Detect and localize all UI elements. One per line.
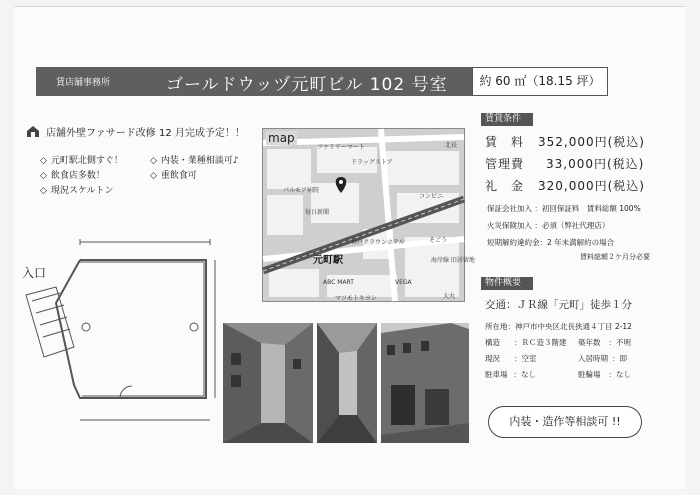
map-place: VEGA (395, 279, 412, 286)
address-row: 所在地：神戸市中央区北長狭通４丁目 2-12 (485, 322, 632, 331)
feature-item: ◇ 重飲食可 (150, 171, 197, 181)
structure-row: 構造 ：ＲＣ造３階建 (485, 338, 567, 347)
map-place: 大丸 (443, 293, 456, 300)
street-photo (223, 323, 313, 443)
building-photo (381, 323, 469, 443)
map-place: ドラッグストア (351, 159, 393, 166)
conditions-heading: 賃貸条件 (481, 113, 533, 126)
feature-item: ◇ 飲食店多数！ (40, 171, 105, 181)
callout-bubble: 内装・造作等相談可 !! (488, 406, 642, 438)
street-photo (317, 323, 377, 443)
overview-heading: 物件概要 (481, 277, 533, 290)
bike-parking-row: 駐輪場 ：なし (578, 370, 631, 379)
property-category: 賃店舗事務所 (56, 78, 111, 88)
built-year-row: 築年数 ：不明 (578, 338, 631, 347)
floor-plan (16, 235, 212, 430)
map-place: そごう (429, 237, 448, 244)
key-money-row: 礼 金 320,000円(税込) (485, 179, 645, 193)
parking-row: 駐車場 ：なし (485, 370, 536, 379)
shop-icon (26, 125, 40, 141)
floor-area: 約 60 ㎡（18.15 坪） (472, 67, 608, 96)
map-place: 毎日新聞 (305, 209, 330, 216)
map-place: ABC MART (323, 279, 354, 286)
status-row: 現況 ：空室 (485, 354, 537, 363)
move-in-row: 入居時期 ：即 (578, 354, 627, 363)
map-place: ファミリーマート (317, 144, 365, 151)
condition-note: 短期解約違約金：2 年未満解約の場合 (487, 238, 615, 247)
title-bar (36, 67, 472, 96)
feature-item: ◇ 現況スケルトン (40, 186, 114, 196)
location-map (262, 128, 475, 302)
rent-row: 賃 料 352,000円(税込) (485, 135, 645, 149)
map-place: マツモトキヨシ (335, 295, 377, 302)
notice-text: 店舗外壁ファサード改修 12 月完成予定！！ (46, 128, 245, 139)
management-fee-row: 管理費 33,000円(税込) (485, 157, 645, 171)
map-place: コンビニ (419, 193, 444, 200)
map-place: パルモア病院 (283, 187, 320, 194)
property-title: ゴールドウッヅ元町ビル 102 号室 (166, 75, 448, 95)
renovation-notice (26, 124, 245, 141)
condition-footnote: 賃料総額２ケ月分必要 (580, 253, 650, 261)
station-label: 元町駅 (313, 255, 343, 266)
access-info: 交通：ＪＲ線「元町」徒歩１分 (485, 299, 632, 311)
map-place: 神戸クラウンホテル (351, 239, 405, 246)
feature-item: ◇ 元町駅北側すぐ！ (40, 156, 123, 166)
entrance-label: 入口 (22, 266, 47, 280)
map-place: 北長 (445, 142, 458, 149)
feature-item: ◇ 内装・業種相談可♪ (150, 156, 239, 166)
condition-note: 保証会社加入 ：初回保証料 賃料総額 100% (487, 204, 641, 213)
map-place: 海岸線 旧居留地 (431, 257, 475, 264)
condition-note: 火災保険加入 ：必須（弊社代理店） (487, 221, 610, 230)
map-label: map (268, 131, 295, 145)
